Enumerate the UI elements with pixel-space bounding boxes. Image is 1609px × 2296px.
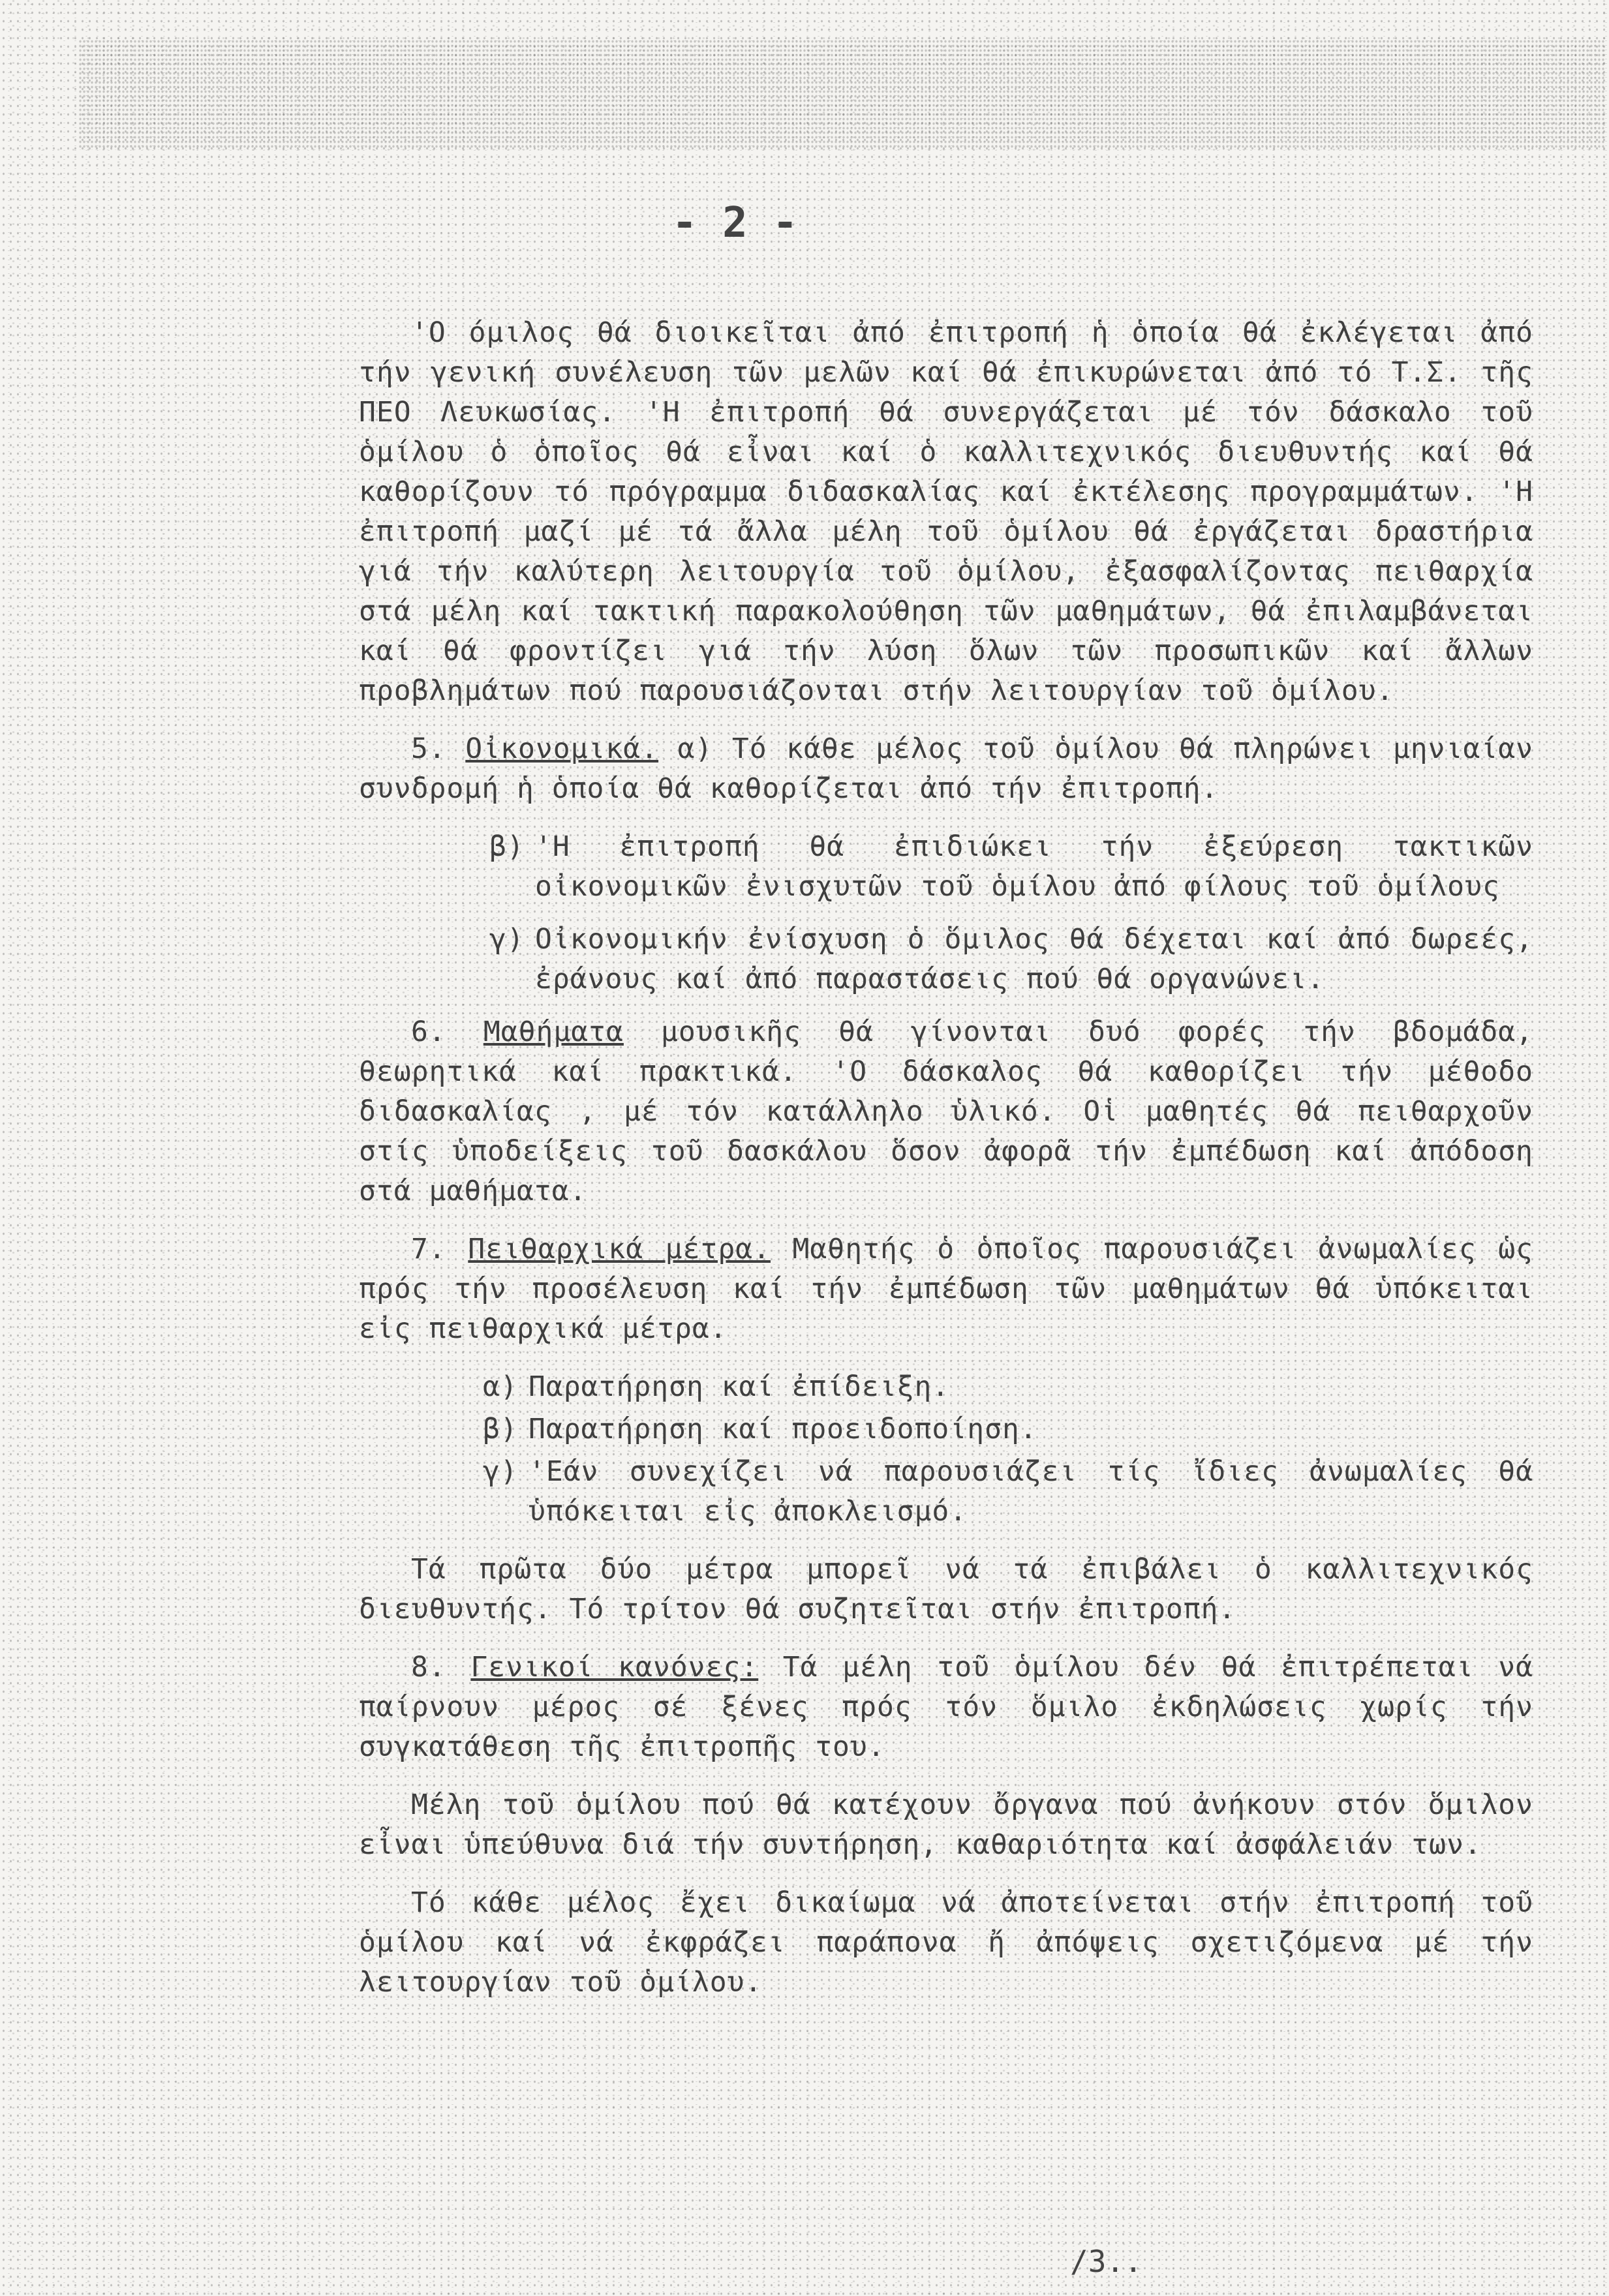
section-6-number: 6.	[411, 1016, 446, 1048]
section-5-title: Οἰκονομικά.	[465, 733, 659, 765]
item-label: β)	[489, 830, 525, 863]
continuation-marker: /3..	[1070, 2244, 1142, 2279]
section-8-paragraph-3: Τό κάθε μέλος ἔχει δικαίωμα νά ἀποτείνεται στήν ἐπιτροπή τοῦ ὁμίλου καί νά ἐκφράζει παράπονα ἤ ἀπόψεις σχετιζόμενα μέ τήν λειτουργίαν τοῦ ὁμίλου.	[359, 1886, 1533, 1999]
section-5-list	[489, 827, 1533, 999]
section-7-title: Πειθαρχικά μέτρα.	[468, 1233, 771, 1265]
section-8-text: Τά μέλη τοῦ ὁμίλου δέν θά ἐπιτρέπεται νά παίρνουν μέρος σέ ξένες πρός τόν ὅμιλο ἐκδηλώσεις χωρίς τήν συγκατάθεση τῆς ἐπιτροπῆς του.	[359, 1651, 1534, 1763]
section-8-title: Γενικοί κανόνες:	[470, 1651, 759, 1684]
section-7-after: Τά πρῶτα δύο μέτρα μπορεῖ νά τά ἐπιβάλει ὁ καλλιτεχνικός διευθυντής. Τό τρίτον θά συζητεῖται στήν ἐπιτροπή.	[359, 1553, 1533, 1625]
section-5	[359, 729, 1533, 809]
item-text: Οἰκονομικήν ἐνίσχυση ὁ ὅμιλος θά δέχεται καί ἀπό δωρεές, ἐράνους καί ἀπό παραστάσεις πού θά οργανώνει.	[535, 923, 1533, 995]
section-8	[359, 1648, 1533, 1767]
list-item	[483, 1410, 1533, 1449]
section-8-number: 8.	[411, 1651, 446, 1684]
item-text: 'Η ἐπιτροπή θά ἐπιδιώκει τήν ἐξεύρεση τακτικῶν οἰκονομικῶν ἐνισχυτῶν τοῦ ὁμίλου ἀπό φίλους τοῦ ὁμίλους	[535, 830, 1533, 903]
section-6-text: μουσικῆς θά γίνονται δυό φορές τήν βδομάδα, θεωρητικά καί πρακτικά. 'Ο δάσκαλος θά καθορίζει τήν μέθοδο διδασκαλίας , μέ τόν κατάλληλο ὑλικό. Οἱ μαθητές θά πειθαρχοῦν στίς ὑποδείξεις τοῦ δασκάλου ὅσον ἀφορᾶ τήν ἐμπέδωση καί ἀπόδοση στά μαθήματα.	[359, 1016, 1533, 1207]
scan-noise-band	[78, 39, 1605, 150]
item-text: 'Εάν συνεχίζει νά παρουσιάζει τίς ἴδιες ἀνωμαλίες θά ὑπόκειται εἰς ἀποκλεισμό.	[529, 1455, 1533, 1528]
list-item	[489, 827, 1533, 907]
section-6-title: Μαθήματα	[483, 1016, 624, 1048]
section-7	[359, 1230, 1533, 1349]
list-item	[489, 920, 1533, 999]
intro-paragraph: 'Ο όμιλος θά διοικεῖται ἀπό ἐπιτροπή ἡ ὁποία θά ἐκλέγεται ἀπό τήν γενική συνέλευση τῶν μελῶν καί θά ἐπικυρώνεται ἀπό τό Τ.Σ. τῆς ΠΕΟ Λευκωσίας. 'Η ἐπιτροπή θά συνεργάζεται μέ τόν δάσκαλο τοῦ ὁμίλου ὁ ὁποῖος θά εἶναι καί ὁ καλλιτεχνικός διευθυντής καί θά καθορίζουν τό πρόγραμμα διδασκαλίας καί ἐκτέλεσης προγραμμάτων. 'Η ἐπιτροπή μαζί μέ τά ἄλλα μέλη τοῦ ὁμίλου θά ἐργάζεται δραστήρια γιά τήν καλύτερη λειτουργία τοῦ ὁμίλου, ἐξασφαλίζοντας πειθαρχία στά μέλη καί τακτική παρακολούθηση τῶν μαθημάτων, θά ἐπιλαμβάνεται καί θά φροντίζει γιά τήν λύση ὅλων τῶν προσωπικῶν καί ἄλλων προβλημάτων πού παρουσιάζονται στήν λειτουργίαν τοῦ ὁμίλου.	[359, 316, 1533, 707]
item-text: Παρατήρηση καί προειδοποίηση.	[529, 1413, 1037, 1445]
item-label: α)	[483, 1370, 518, 1403]
section-7-text: Μαθητής ὁ ὁποῖος παρουσιάζει ἀνωμαλίες ὡς πρός τήν προσέλευση καί τήν ἐμπέδωση τῶν μαθημάτων θά ὑπόκειται εἰς πειθαρχικά μέτρα.	[359, 1233, 1534, 1345]
list-item	[483, 1452, 1533, 1532]
item-text: Παρατήρηση καί ἐπίδειξη.	[529, 1370, 950, 1403]
document-body	[359, 313, 1533, 2021]
section-5-item-a: α) Τό κάθε μέλος τοῦ ὁμίλου θά πληρώνει μηνιαίαν συνδρομή ἡ ὁποία θά καθορίζεται ἀπό τήν ἐπιτροπή.	[359, 733, 1534, 805]
section-7-number: 7.	[411, 1233, 446, 1265]
item-label: β)	[483, 1413, 518, 1445]
item-label: γ)	[483, 1455, 518, 1488]
item-label: γ)	[489, 923, 525, 956]
list-item	[483, 1367, 1533, 1407]
page-number: - 2 -	[672, 199, 798, 247]
section-8-paragraph-2: Μέλη τοῦ ὁμίλου πού θά κατέχουν ὄργανα πού ἀνήκουν στόν ὅμιλον εἶναι ὑπεύθυνα διά τήν συντήρηση, καθαριότητα καί ἀσφάλειάν των.	[359, 1789, 1533, 1861]
section-7-list	[483, 1367, 1533, 1532]
section-5-number: 5.	[411, 733, 446, 765]
section-6	[359, 1012, 1533, 1211]
